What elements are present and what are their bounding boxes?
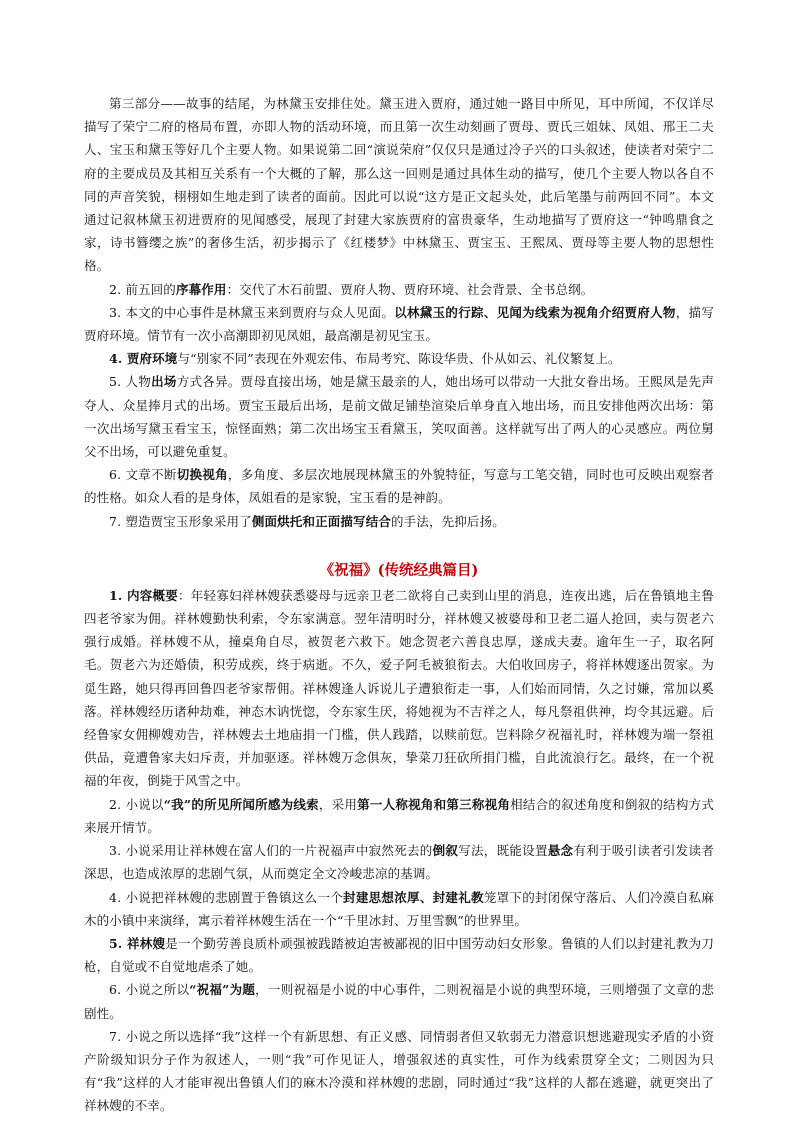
s2-p4-a: 4. 小说把祥林嫂的悲剧置于鲁镇这么一个 (109, 889, 344, 905)
s1-paragraph-3 (84, 301, 714, 347)
s1-p3-bold: 以林黛玉的行踪、见闻为线索为视角介绍贾府人物 (394, 304, 676, 320)
s2-p2-a: 2. 小说以 (109, 796, 164, 812)
s1-p6-c: ，多角度、多层次地展现林黛玉的外貌特征，写意与工笔交错，同时也可反映出观察者的性格。如众人看的是身体，凤姐看的是家貌，宝玉看的是神韵。 (84, 467, 714, 506)
s1-p5-a: 5. 人物 (109, 374, 152, 390)
s2-p6-a: 6. 小说之所以 (109, 982, 190, 998)
s2-paragraph-4 (84, 886, 714, 932)
s1-paragraph-2 (84, 278, 714, 301)
s2-p7-text: 7. 小说之所以选择“我”这样一个有新思想、有正义感、同情弱者但又软弱无力潜意识想逃避现实矛盾的小资产阶级知识分子作为叙述人，一则“我”可作见证人，增强叙述的真实性，可作为线索贯穿全文；二则因为只有“我”这样的人才能审视出鲁镇人们的麻木冷漠和祥林嫂的悲剧，同时通过“我”这样的人都在逃避，就更突出了祥林嫂的不幸。 (84, 1028, 714, 1114)
s1-p1-text: 第三部分——故事的结尾，为林黛玉安排住处。黛玉进入贾府，通过她一路目中所见，耳中所闻，不仅详尽描写了荣宁二府的格局布置，亦即人物的活动环境，而且第一次生动刻画了贾母、贾氏三姐妹、凤姐、邢王二夫人、宝玉和黛玉等好几个主要人物。如果说第二回“演说荣府”仅仅只是通过冷子兴的口头叙述，使读者对荣宁二府的主要成员及其相互关系有一个大概的了解，那么这一回则是通过具体生动的描写，使几个主要人物以各自不同的声音笑貌，栩栩如生地走到了读者的面前。因此可以说“这方是正文起头处，此后笔墨与前两回不同”。本文通过记叙林黛玉初进贾府的见闻感受，展现了封建大家族贾府的富贵豪华，生动地描写了贾府这一“钟鸣鼎食之家，诗书簪缨之族”的奢侈生活，初步揭示了《红楼梦》中林黛玉、贾宝玉、王熙凤、贾母等主要人物的思想性格。 (84, 96, 714, 274)
s1-p6-bold: 切换视角 (176, 467, 228, 483)
section-heading (84, 560, 714, 582)
s1-p2-c: ：交代了木石前盟、贾府人物、贾府环境、社会背景、全书总纲。 (226, 281, 594, 297)
s2-p2-c: ，采用 (318, 796, 358, 812)
s1-p5-bold: 出场 (151, 374, 177, 390)
s1-paragraph-4 (84, 347, 714, 370)
s2-p6-bold: “祝福”为题 (189, 982, 256, 998)
s1-p2-bold: 序幕作用 (175, 281, 227, 297)
s2-p3-bold1: 倒叙 (432, 843, 459, 859)
s2-p4-c: 笼罩下的封闭保守落后、人们冷漠自私麻木的小镇中来演绎，寓示着祥林嫂生活在一个“千里冰封、万里雪飘”的世界里。 (84, 889, 715, 928)
s1-p2-a: 2. 前五回的 (109, 281, 176, 297)
s2-paragraph-7 (84, 1025, 714, 1118)
s2-p2-bold2: 第一人称视角和第三称视角 (357, 796, 511, 812)
s2-p5-b: 是一个勤劳善良质朴顽强被践踏被迫害被鄙视的旧中国劳动妇女形象。鲁镇的人们以封建礼教为刀枪，自觉或不自觉地虐杀了她。 (84, 935, 714, 975)
s1-paragraph-1 (84, 92, 714, 278)
s2-p1-bold: 1. 内容概要 (109, 587, 179, 603)
s1-p7-c: 的手法，先抑后扬。 (391, 513, 505, 529)
s1-p7-bold: 侧面烘托和正面描写结合 (251, 513, 392, 529)
s2-paragraph-3 (84, 839, 714, 885)
s2-p3-e: 有利于吸引读者引发读者深思，也造成浓厚的悲剧气氛，从而奠定全文冷峻悲凉的基调。 (84, 843, 714, 882)
document-page (84, 92, 714, 1118)
s1-p4-bold: 4. 贾府环境 (109, 351, 178, 367)
s2-p2-bold1: “我”的所见所闻所感为线索 (163, 796, 319, 812)
s2-p3-c: 写法，既能设置 (458, 843, 548, 859)
s2-paragraph-2 (84, 793, 714, 839)
s2-p2-e: 相结合的叙述角度和倒叙的结构方式来展开情节。 (84, 796, 714, 835)
s1-p5-c: 方式各异。贾母直接出场，她是黛玉最亲的人，她出场可以带动一大批女眷出场。王熙凤是先声夺人、众星捧月式的出场。贾宝玉最后出场，是前文做足铺垫渲染后单身直入地出场，而且安排他两次出场：第一次出场写黛玉看宝玉，惊怪面熟；第二次出场宝玉看黛玉，笑叹面善。这样就写出了两人的心灵感应。两位舅父不出场，可以避免重复。 (84, 374, 714, 460)
s1-p6-a: 6. 文章不断 (109, 467, 177, 483)
s2-p3-a: 3. 小说采用让祥林嫂在富人们的一片祝福声中寂然死去的 (109, 843, 433, 859)
s2-p6-c: ，一则祝福是小说的中心事件，二则祝福是小说的典型环境，三则增强了文章的悲剧性。 (84, 982, 714, 1021)
s2-paragraph-1 (84, 584, 714, 793)
s2-p5-bold: 5. 祥林嫂 (109, 935, 166, 951)
s2-p3-bold2: 悬念 (547, 843, 574, 859)
s1-p3-c: ，描写贾府环境。情节有一次小高潮即初见凤姐，最高潮是初见宝玉。 (84, 304, 714, 344)
s1-p7-a: 7. 塑造贾宝玉形象采用了 (109, 513, 252, 529)
s2-p4-bold: 封建思想浓厚、封建礼教 (343, 889, 484, 905)
s2-paragraph-6 (84, 978, 714, 1024)
s1-paragraph-5 (84, 370, 714, 463)
s2-p1-b: ：年轻寡妇祥林嫂获悉婆母与远亲卫老二欲将自己卖到山里的消息，连夜出逃，后在鲁镇地主鲁四老爷家为佣。祥林嫂勤快利索，令东家满意。翌年清明时分，祥林嫂又被婆母和卫老二逼人抢回，卖与贺老六强行成婚。祥林嫂不从，撞桌角自尽，被贺老六救下。她念贺老六善良忠厚，遂成夫妻。逾年生一子，取名阿毛。贺老六为还婚债，积劳成疾，终于病逝。不久，爱子阿毛被狼衔去。大伯收回房子，将祥林嫂逐出贺家。为觅生路，她只得再回鲁四老爷家帮佣。祥林嫂逢人诉说儿子遭狼衔走一事，人们始而同情，久之讨嫌，常加以奚落。祥林嫂经历诸种劫难，神态木讷恍惚，令东家生厌，将她视为不吉祥之人，每凡祭祖供神，均令其远避。后经鲁家女佣柳嫂劝告，祥林嫂去土地庙捐一门槛，供人践踏，以赎前愆。岂料除夕祝福礼时，祥林嫂为端一祭祖供品，竟遭鲁家夫妇斥责，并加驱逐。祥林嫂万念俱灰，挚菜刀狂砍所捐门槛，自此流浪行乞。最终，在一个祝福的年夜，倒毙于风雪之中。 (84, 587, 714, 789)
section-subtitle: (传统经典篇目) (377, 561, 479, 579)
s1-paragraph-7 (84, 510, 714, 533)
section-title: 《祝福》 (319, 561, 378, 579)
s1-p3-a: 3. 本文的中心事件是林黛玉来到贾府与众人见面。 (109, 304, 395, 320)
s1-p4-b: 与“别家不同”表现在外观宏伟、布局考究、陈设华贵、仆从如云、礼仪繁复上。 (177, 351, 621, 367)
s1-paragraph-6 (84, 463, 714, 509)
s2-paragraph-5 (84, 932, 714, 978)
